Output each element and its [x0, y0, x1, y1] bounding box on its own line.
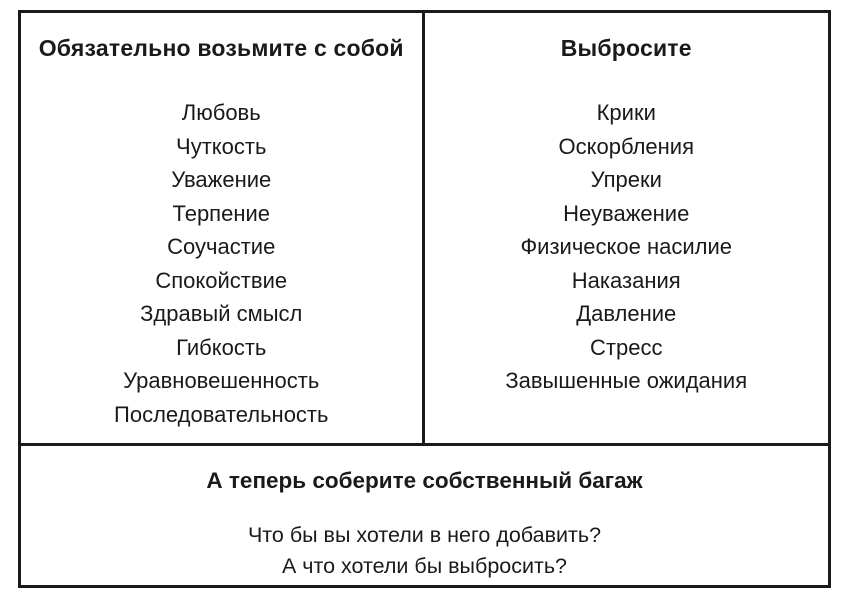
list-item: Физическое насилие [520, 234, 733, 259]
bottom-section [21, 446, 828, 585]
diagram-container [18, 10, 831, 588]
top-row [21, 13, 828, 446]
list-item: Неуважение [563, 200, 690, 226]
list-item: Завышенные ожидания [505, 368, 748, 393]
list-item: Последовательность [114, 401, 329, 427]
list-item: Стресс [590, 334, 663, 360]
list-item: Упреки [590, 167, 662, 192]
bottom-question-add: Что бы вы хотели в него добавить? [247, 523, 602, 547]
list-item: Оскорбления [558, 133, 694, 159]
list-item: Соучастие [167, 234, 276, 259]
list-item: Здравый смысл [140, 301, 303, 326]
list-item: Гибкость [176, 334, 267, 360]
list-item: Уравновешенность [123, 368, 320, 393]
bottom-question-remove: А что хотели бы выбросить? [281, 554, 568, 578]
list-item: Крики [596, 100, 656, 125]
list-item: Любовь [181, 100, 261, 125]
column-title: Выбросите [560, 35, 692, 61]
list-item: Давление [576, 301, 677, 326]
throw-away-list [435, 96, 819, 398]
column-title: Обязательно возьмите с собой [38, 35, 404, 61]
list-item: Чуткость [176, 133, 267, 159]
list-item: Уважение [171, 167, 272, 192]
column-throw-away [425, 13, 829, 443]
column-take-with-you [21, 13, 425, 443]
list-item: Терпение [172, 200, 270, 226]
list-item: Спокойствие [155, 267, 288, 293]
list-item: Наказания [571, 267, 681, 293]
bottom-title: А теперь соберите собственный багаж [206, 468, 643, 493]
take-with-you-list [31, 96, 412, 431]
